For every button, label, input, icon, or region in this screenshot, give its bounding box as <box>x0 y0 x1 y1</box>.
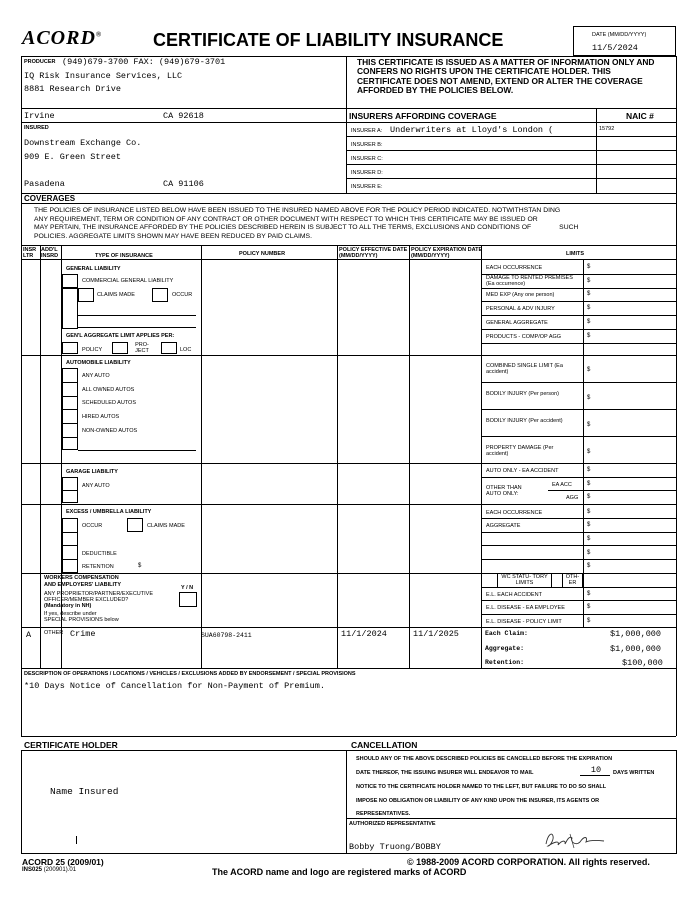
auto-scheduled: SCHEDULED AUTOS <box>82 400 136 406</box>
gl-title: GENERAL LIABILITY <box>66 266 121 272</box>
wc-title-2: AND EMPLOYERS' LIABILITY <box>44 582 122 588</box>
row-line <box>481 329 676 330</box>
wc-limit-disease-policy: E.L. DISEASE - POLICY LIMIT <box>486 619 562 625</box>
insurer-d-label: INSURER D: <box>351 170 383 176</box>
description-text: *10 Days Notice of Cancellation for Non-Payment of Premium. <box>24 681 325 691</box>
footer-copyright: © 1988-2009 ACORD CORPORATION. All rights reserved. <box>407 857 650 867</box>
acord-logo: ACORD® <box>22 27 103 49</box>
gl-limit-general-aggregate: GENERAL AGGREGATE <box>486 320 548 326</box>
wc-q4: If yes, describe under <box>44 611 97 617</box>
gl-loc-checkbox[interactable] <box>161 342 177 354</box>
dollar-sign: $ <box>587 591 591 597</box>
gl-occur-label: OCCUR <box>172 292 193 298</box>
other-limit-value-1: $1,000,000 <box>610 629 662 639</box>
page-title: CERTIFICATE OF LIABILITY INSURANCE <box>153 30 504 50</box>
wc-q5: SPECIAL PROVISIONS below <box>44 617 119 623</box>
row-line <box>481 409 676 410</box>
umbrella-limit-each-occurrence: EACH OCCURRENCE <box>486 510 543 516</box>
gl-policy-checkbox[interactable] <box>62 342 78 354</box>
insured-state-zip: CA 91106 <box>163 179 204 189</box>
coverages-title: COVERAGES <box>24 194 76 203</box>
col-policy-number: POLICY NUMBER <box>239 251 286 257</box>
holder-title: CERTIFICATE HOLDER <box>24 740 118 750</box>
insured-label: INSURED <box>24 125 49 131</box>
row-line <box>346 178 676 179</box>
gl-blank-line <box>78 327 196 328</box>
col-divider <box>481 245 482 669</box>
producer-name: IQ Risk Insurance Services, LLC <box>24 71 183 81</box>
dollar-sign: $ <box>587 422 591 428</box>
row-line <box>21 750 676 751</box>
auto-limit-bi-accident: BODILY INJURY (Per accident) <box>486 418 563 424</box>
gl-project-checkbox[interactable] <box>112 342 128 354</box>
cancel-days: 10 <box>590 765 602 775</box>
dollar-sign: $ <box>587 604 591 610</box>
wc-yn-box[interactable] <box>179 592 197 607</box>
dollar-sign: $ <box>587 467 591 473</box>
row-line <box>21 245 676 246</box>
gl-claims-made-checkbox[interactable] <box>78 288 94 302</box>
col-type: TYPE OF INSURANCE <box>95 253 153 259</box>
dollar-sign: $ <box>587 278 591 284</box>
cancel-line-2b: DAYS WRITTEN <box>613 770 655 776</box>
umbrella-claims-made-checkbox[interactable] <box>127 518 143 532</box>
cancellation-title: CANCELLATION <box>351 740 418 750</box>
umbrella-deductible: DEDUCTIBLE <box>82 551 117 557</box>
col-exp-date: POLICY EXPIRATION DATE (MM/DD/YYYY) <box>411 247 483 259</box>
row-line <box>21 355 676 356</box>
col-divider <box>337 245 338 669</box>
footer-form: ACORD 25 (2009/01) <box>22 857 104 867</box>
row-line <box>481 587 676 588</box>
auto-any-auto: ANY AUTO <box>82 373 110 379</box>
gl-loc-label: LOC <box>180 347 192 353</box>
insurer-a-name: Underwriters at Lloyd's London ( <box>390 125 554 135</box>
wc-oth-er: OTH- ER <box>565 574 580 586</box>
naic-divider <box>596 108 597 194</box>
other-insr-ltr: A <box>26 630 32 640</box>
dollar-sign: $ <box>587 550 591 556</box>
producer-address: 8881 Research Drive <box>24 84 121 94</box>
other-limit-label-1: Each Claim: <box>485 630 528 637</box>
cancel-line-3: NOTICE TO THE CERTIFICATE HOLDER NAMED TO THE LEFT, BUT FAILURE TO DO SO SHALL <box>356 784 607 790</box>
insurers-header: INSURERS AFFORDING COVERAGE <box>349 111 497 121</box>
cancel-line-1: SHOULD ANY OF THE ABOVE DESCRIBED POLICIES BE CANCELLED BEFORE THE EXPIRATION <box>356 756 613 762</box>
row-line <box>481 343 676 344</box>
auto-limit-combined: COMBINED SINGLE LIMIT (Ea accident) <box>486 363 563 375</box>
dollar-sign: $ <box>587 509 591 515</box>
insurer-a-label: INSURER A: <box>351 128 383 134</box>
row-line <box>21 853 676 854</box>
row-line <box>481 301 676 302</box>
row-line <box>481 600 676 601</box>
col-insr-ltr: INSR LTR <box>23 247 37 259</box>
auto-title: AUTOMOBILE LIABILITY <box>66 360 131 366</box>
dollar-sign: $ <box>587 319 591 325</box>
dollar-sign: $ <box>587 449 591 455</box>
auth-rep-name: Bobby Truong/BOBBY <box>349 842 441 852</box>
row-line <box>21 627 676 628</box>
holder-name: Name Insured <box>50 786 119 797</box>
insurer-b-label: INSURER B: <box>351 142 383 148</box>
other-type: Crime <box>70 629 96 639</box>
cancel-line-2a: DATE THEREOF, THE ISSUING INSURER WILL ENDEAVOR TO MAIL <box>356 770 534 776</box>
producer-city: Irvine <box>24 111 55 121</box>
dollar-sign: $ <box>587 563 591 569</box>
gl-commercial-label: COMMERCIAL GENERAL LIABILITY <box>82 278 174 284</box>
gl-policy-label: POLICY <box>82 347 103 353</box>
dollar-sign: $ <box>587 367 591 373</box>
signature-icon <box>540 828 610 852</box>
umbrella-limit-aggregate: AGGREGATE <box>486 523 521 529</box>
auth-rep-label: AUTHORIZED REPRESENTATIVE <box>349 821 436 827</box>
coverages-notice: THE POLICIES OF INSURANCE LISTED BELOW HAVE BEEN ISSUED TO THE INSURED NAMED ABOVE FOR THE POLICY PERIOD INDICATED. NOTWITHSTAN DING ANY REQUIREMENT, TERM OR CONDITION OF ANY CONTRACT OR OTHER DOCUMENT WITH RESPECT TO WHICH THIS CERTIFICATE MAY BE ISSUED OR MAY PERTAIN, THE INSURANCE AFFORDED BY THE POLICIES DESCRIBED HEREIN IS SUBJECT TO ALL THE TERMS, EXCLUSIONS AND CONDITIONS OF SUCH POLICIES. AGGREGATE LIMITS SHOWN MAY HAVE BEEN REDUCED BY PAID CLAIMS. <box>34 207 579 240</box>
wc-yn: Y / N <box>181 585 194 591</box>
row-line <box>481 518 676 519</box>
other-eff-date: 11/1/2024 <box>341 629 387 639</box>
wc-title-1: WORKERS COMPENSATION <box>44 575 119 581</box>
dollar-sign: $ <box>587 305 591 311</box>
wc-q3: (Mandatory in NH) <box>44 603 92 609</box>
row-line <box>62 437 78 438</box>
garage-title: GARAGE LIABILITY <box>66 469 118 475</box>
col-divider <box>40 245 41 669</box>
garage-agg: AGG <box>566 495 579 501</box>
description-label: DESCRIPTION OF OPERATIONS / LOCATIONS / VEHICLES / EXCLUSIONS ADDED BY ENDORSEMENT / SPECIAL PROVISIONS <box>24 671 356 677</box>
row-line <box>21 203 676 204</box>
umbrella-claims-made: CLAIMS MADE <box>147 523 185 529</box>
col-eff-date: POLICY EFFECTIVE DATE (MM/DD/YYYY) <box>339 247 408 259</box>
frame-left <box>21 56 22 736</box>
producer-divider <box>346 56 347 194</box>
row-line <box>62 409 78 410</box>
row-line <box>481 559 676 560</box>
gl-project-label: PRO- JECT <box>135 342 149 354</box>
dollar-sign: $ <box>587 481 591 487</box>
auto-limit-bi-person: BODILY INJURY (Per person) <box>486 391 559 397</box>
producer-state-zip: CA 92618 <box>163 111 204 121</box>
text-cursor <box>76 836 77 844</box>
other-exp-date: 11/1/2025 <box>413 629 459 639</box>
wc-q1: ANY PROPRIETOR/PARTNER/EXECUTIVE <box>44 591 154 597</box>
umbrella-retention-dollar: $ <box>138 563 142 569</box>
auto-all-owned: ALL OWNED AUTOS <box>82 387 135 393</box>
auto-hired: HIRED AUTOS <box>82 414 120 420</box>
gl-limit-products-comp: PRODUCTS - COMP/OP AGG <box>486 334 562 340</box>
row-line <box>481 545 676 546</box>
naic-header: NAIC # <box>626 111 654 121</box>
col-divider <box>201 245 202 669</box>
other-policy-number: SUA60798-2411 <box>201 632 252 639</box>
row-line <box>62 423 78 424</box>
insured-address: 909 E. Green Street <box>24 152 121 162</box>
garage-ea-acc: EA ACC <box>552 482 572 488</box>
footer-trademark: The ACORD name and logo are registered marks of ACORD <box>212 867 467 877</box>
gl-limit-med-exp: MED EXP (Any one person) <box>486 292 555 298</box>
row-line <box>548 490 676 491</box>
auto-blank-line <box>78 450 196 451</box>
row-line <box>21 504 676 505</box>
dollar-sign: $ <box>587 264 591 270</box>
row-line <box>481 477 676 478</box>
frame-left <box>21 750 22 854</box>
gl-limit-personal-adv: PERSONAL & ADV INJURY <box>486 306 555 312</box>
other-label: OTHER <box>44 630 64 636</box>
date-value: 11/5/2024 <box>592 43 638 53</box>
dollar-sign: $ <box>587 522 591 528</box>
row-line <box>346 164 676 165</box>
wc-limit-each-accident: E.L. EACH ACCIDENT <box>486 592 542 598</box>
footer-ins: INS025 (200901).01 <box>22 867 77 873</box>
gl-checkbox-column <box>62 288 78 329</box>
dollar-sign: $ <box>587 291 591 297</box>
row-line <box>481 315 676 316</box>
cancel-line-4: IMPOSE NO OBLIGATION OR LIABILITY OF ANY KIND UPON THE INSURER, ITS AGENTS OR <box>356 798 600 804</box>
dollar-sign: $ <box>587 536 591 542</box>
days-underline <box>580 775 610 776</box>
frame-right <box>676 750 677 854</box>
dollar-sign: $ <box>587 494 591 500</box>
col-addl-insrd: ADD'L INSRD <box>41 247 59 259</box>
garage-other-than: OTHER THAN AUTO ONLY: <box>486 485 522 497</box>
gl-claims-made-label: CLAIMS MADE <box>97 292 135 298</box>
row-line <box>481 436 676 437</box>
insured-name: Downstream Exchange Co. <box>24 138 142 148</box>
insured-city: Pasadena <box>24 179 65 189</box>
umbrella-occur: OCCUR <box>82 523 103 529</box>
dollar-sign: $ <box>587 395 591 401</box>
date-label: DATE (MM/DD/YYYY) <box>592 32 647 38</box>
other-limit-value-3: $100,000 <box>622 658 663 668</box>
insurer-e-label: INSURER E: <box>351 184 383 190</box>
row-line <box>21 736 676 737</box>
gl-agg-applies: GEN'L AGGREGATE LIMIT APPLIES PER: <box>66 333 175 339</box>
garage-auto-only: AUTO ONLY - EA ACCIDENT <box>486 468 559 474</box>
gl-commercial-checkbox[interactable] <box>62 274 78 288</box>
wc-statu: WC STATU- TORY LIMITS <box>501 574 548 586</box>
producer-phone: (949)679-3700 FAX: (949)679-3701 <box>62 57 226 67</box>
row-line <box>21 463 676 464</box>
row-line <box>62 559 78 560</box>
other-limit-label-3: Retention: <box>485 659 525 666</box>
row-line <box>62 545 78 546</box>
dollar-sign: $ <box>587 618 591 624</box>
row-line <box>346 136 676 137</box>
holder-divider <box>346 750 347 854</box>
gl-blank-line <box>78 315 196 316</box>
garage-any-auto: ANY AUTO <box>82 483 110 489</box>
umbrella-title: EXCESS / UMBRELLA LIABILITY <box>66 509 152 515</box>
gl-limit-damage-rented: DAMAGE TO RENTED PREMISES (Ea occurrence) <box>486 275 573 287</box>
cancel-line-5: REPRESENTATIVES. <box>356 811 411 817</box>
row-line <box>481 614 676 615</box>
row-line <box>62 382 78 383</box>
auto-non-owned: NON-OWNED AUTOS <box>82 428 138 434</box>
wc-limit-disease-employee: E.L. DISEASE - EA EMPLOYEE <box>486 605 565 611</box>
col-limits: LIMITS <box>566 251 585 257</box>
dollar-sign: $ <box>587 333 591 339</box>
gl-occur-checkbox[interactable] <box>152 288 168 302</box>
insurer-c-label: INSURER C: <box>351 156 383 162</box>
row-line <box>21 122 676 123</box>
producer-label: PRODUCER <box>24 59 56 65</box>
row-line <box>346 818 676 819</box>
row-line <box>21 668 676 669</box>
row-line <box>346 150 676 151</box>
row-line <box>21 193 676 194</box>
col-divider <box>409 245 410 669</box>
row-line <box>481 382 676 383</box>
row-line <box>62 532 78 533</box>
certificate-notice: THIS CERTIFICATE IS ISSUED AS A MATTER OF INFORMATION ONLY AND CONFERS NO RIGHTS UPON THE CERTIFICATE HOLDER. THIS CERTIFICATE DOES NOT AMEND, EXTEND OR ALTER THE COVERAGE AFFORDED BY THE POLICIES BELOW. <box>357 57 655 95</box>
wc-q2: OFFICER/MEMBER EXCLUDED? <box>44 597 129 603</box>
row-line <box>62 396 78 397</box>
umbrella-retention: RETENTION <box>82 564 114 570</box>
gl-limit-each-occurrence: EACH OCCURRENCE <box>486 265 543 271</box>
other-limit-value-2: $1,000,000 <box>610 644 662 654</box>
row-line <box>62 490 78 491</box>
row-line <box>21 259 676 260</box>
auto-limit-property: PROPERTY DAMAGE (Per accident) <box>486 445 554 457</box>
row-line <box>21 108 676 109</box>
row-line <box>481 532 676 533</box>
frame-right <box>676 56 677 736</box>
row-line <box>481 288 676 289</box>
other-limit-label-2: Aggregate: <box>485 645 525 652</box>
insurer-a-naic: 15792 <box>599 126 615 132</box>
